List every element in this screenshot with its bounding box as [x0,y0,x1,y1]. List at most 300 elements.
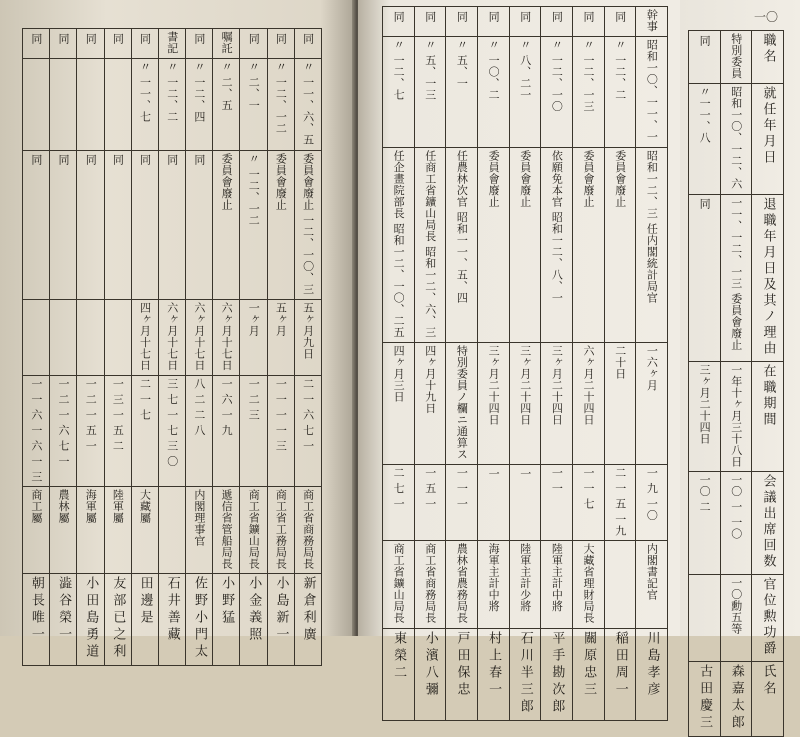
table-cell [294,59,321,151]
table-cell [131,299,158,375]
record-counts: 一 二 一 五 一 [84,377,98,451]
record-name: 田邊是 [137,576,153,628]
table-cell [541,464,573,541]
table-cell [541,342,573,464]
record-retired: 〃 一二、一二 [247,152,261,226]
record-position: 嘱託 [220,31,234,54]
table-cell [104,486,131,574]
table-cell [104,375,131,486]
record-counts: 一〇 一 一〇 [729,474,743,540]
table-cell [477,464,509,541]
table-cell [131,29,158,59]
record-position: 同 [518,10,532,22]
record-counts: 一〇 二 [698,474,712,513]
table-cell [77,299,104,375]
record-retired: 依願免本官 昭和一二、八、一 [550,149,564,303]
record-retired: 委員會廢止 [582,149,596,207]
column-header-counts: 会議出席回数 [760,474,776,570]
table-row-position [383,7,668,37]
record-rank: 一〇勳五等 [729,577,743,635]
table-cell [446,541,478,629]
record-appointed: 〃 一二、一二 [274,61,288,134]
table-cell [383,37,415,148]
table-cell [104,59,131,151]
table-cell [23,375,50,486]
table-cell [50,574,77,666]
record-appointed: 〃 一二、二 [165,61,179,123]
table-row-retired [23,150,322,299]
record-rank: 陸軍主計少將 [518,543,532,612]
table-cell [446,7,478,37]
table-cell [131,150,158,299]
table-row-name [383,628,668,720]
table-cell [213,299,240,375]
table-cell [477,342,509,464]
table-cell [604,342,636,464]
record-rank: 陸軍主計中將 [550,543,564,612]
record-appointed: 〃 一〇、二 [487,39,501,101]
record-position: 同 [582,10,596,22]
table-cell [104,150,131,299]
record-rank: 大藏屬 [138,488,152,524]
record-appointed: 〃 二、一 [247,61,261,111]
table-cell [240,59,267,151]
record-appointed: 〃 五、一三 [423,39,437,101]
record-rank: 商工省鑛山局長 [392,543,406,624]
table-cell [604,541,636,629]
record-appointed: 昭和一〇、一二、六 [729,86,743,190]
table-cell [158,299,185,375]
register-table-left [22,28,322,666]
table-cell [23,59,50,151]
record-counts: 一 一 一 一 三 [274,377,288,451]
record-tenure: 三ヶ月二十四日 [698,363,712,444]
table-cell [720,662,752,737]
record-rank: 大藏省理財局長 [582,543,596,624]
table-cell [23,150,50,299]
table-row-name [689,662,784,737]
record-tenure: 六ヶ月二十四日 [582,344,596,425]
table-row-counts [23,375,322,486]
table-cell [720,194,752,361]
record-position: 同 [487,10,501,22]
record-position: 同 [111,32,125,44]
record-tenure: 二十日 [613,344,627,379]
record-counts: 一 一 六 一 六 一 三 [29,377,43,482]
table-cell [720,84,752,195]
table-cell [267,299,294,375]
table-cell [414,464,446,541]
record-counts: 一 [518,468,532,480]
table-cell [158,574,185,666]
record-name: 古田慶三 [697,664,713,732]
table-cell [77,150,104,299]
record-tenure: 特別委員ノ欄ニ通算ス [455,344,469,460]
table-cell [77,486,104,574]
record-appointed: 〃 一一、六、五 [301,61,315,146]
table-row-retired [383,147,668,342]
column-header-appointed: 就任年月日 [760,86,776,166]
record-counts: 一 一 一 [455,466,469,509]
table-cell [186,299,213,375]
table-cell [158,150,185,299]
record-tenure: 四ヶ月十七日 [138,301,152,371]
record-position: 同 [423,10,437,22]
record-name: 平手勘次郎 [549,630,565,716]
table-row-counts [383,464,668,541]
table-cell [541,7,573,37]
table-row-tenure [383,342,668,464]
table-cell [50,29,77,59]
table-cell [446,342,478,464]
record-name: 東榮二 [391,630,407,682]
table-cell [294,150,321,299]
table-cell [158,29,185,59]
record-name: 石川半三郎 [517,630,533,716]
record-retired: 委員會廢止 [518,149,532,207]
record-retired: 同 [138,154,152,166]
table-cell [446,464,478,541]
table-cell [240,486,267,574]
table-cell [383,464,415,541]
record-retired: 任企畫院部長 昭和一二、一〇、二五 [392,149,406,338]
record-position: 幹事 [645,9,659,32]
record-position: 同 [613,10,627,22]
record-retired: 委員會廢止 [220,152,234,210]
table-cell [752,472,784,575]
table-cell [636,628,668,720]
table-cell [752,662,784,737]
column-header-rank: 官位勲功爵 [760,577,776,657]
table-row-tenure [23,299,322,375]
record-tenure: 一六ヶ月 [645,344,659,391]
record-position: 同 [301,32,315,44]
table-cell [541,541,573,629]
record-name: 小田島勇道 [83,576,99,662]
table-cell [23,29,50,59]
record-position: 同 [57,32,71,44]
table-cell [572,37,604,148]
table-cell [689,662,721,737]
table-cell [414,541,446,629]
table-cell [509,541,541,629]
table-cell [23,299,50,375]
record-retired: 一一、一二、一三 委員會廢止 [729,196,743,350]
table-cell [267,375,294,486]
table-cell [158,59,185,151]
table-cell [294,486,321,574]
record-tenure: 六ヶ月十七日 [165,301,179,371]
record-name: 友部已之利 [110,576,126,662]
table-cell [636,147,668,342]
table-row-rank [689,575,784,662]
record-name: 稲田周一 [612,630,628,699]
table-cell [509,147,541,342]
table-cell [383,541,415,629]
record-retired: 任農林次官 昭和一一、五、四 [455,149,469,303]
table-cell [50,375,77,486]
record-position: 同 [698,34,712,46]
record-position: 特別委員 [729,33,743,79]
record-retired: 同 [698,198,712,210]
record-tenure: 四ヶ月十九日 [423,344,437,414]
record-retired: 同 [192,154,206,166]
record-retired: 同 [84,154,98,166]
record-retired: 委員會廢止 [274,152,288,210]
table-row-counts [689,472,784,575]
table-cell [213,29,240,59]
record-name: 川島孝彦 [644,630,660,699]
table-cell [541,147,573,342]
table-cell [752,361,784,472]
record-position: 同 [84,32,98,44]
table-cell [414,7,446,37]
record-counts: 一 [487,468,501,480]
column-header-position: 職名 [760,33,776,65]
table-cell [636,37,668,148]
table-cell [50,59,77,151]
table-cell [213,375,240,486]
column-header-tenure: 在職期間 [760,363,776,428]
table-row-appointed [23,59,322,151]
record-retired: 任商工省鑛山局長 昭和一二、六、三 [423,149,437,338]
record-retired: 委員會廢止 一二、一〇、三 [301,152,315,295]
table-cell [752,84,784,195]
table-cell [158,375,185,486]
record-counts: 一 一 [550,466,564,494]
record-position: 同 [247,32,261,44]
table-row-retired [689,194,784,361]
table-cell [104,29,131,59]
table-cell [213,150,240,299]
record-tenure: 三ヶ月二十四日 [487,344,501,425]
register-table-middle [382,6,668,721]
table-cell [572,464,604,541]
page-number: 一〇 [753,10,778,24]
record-name: 村上春一 [486,630,502,699]
record-name: 森嘉太郎 [728,664,744,732]
record-retired: 同 [29,154,43,166]
record-rank: 遞信省管船局長 [220,488,234,570]
record-tenure: 三ヶ月二十四日 [550,344,564,425]
column-header-retired: 退職年月日及其ノ理由 [760,196,776,357]
record-counts: 一 五 一 [423,466,437,509]
record-appointed: 〃 五、一 [455,39,469,89]
table-row-name [23,574,322,666]
table-cell [186,59,213,151]
table-cell [131,59,158,151]
table-cell [414,147,446,342]
table-cell [131,574,158,666]
record-rank: 海軍主計中將 [487,543,501,612]
table-cell [240,299,267,375]
record-appointed: 〃 二、五 [220,61,234,111]
record-rank: 農林省農務局長 [455,543,469,624]
table-row-position [23,29,322,59]
table-cell [294,29,321,59]
record-name: 小濱八彌 [422,630,438,699]
record-counts: 一 一 七 [582,466,596,509]
record-position: 同 [29,32,43,44]
table-cell [213,574,240,666]
table-cell [509,7,541,37]
record-position: 同 [392,10,406,22]
record-appointed: 〃 一二、二 [613,39,627,101]
table-cell [572,541,604,629]
record-tenure: 一ヶ月 [247,301,261,336]
table-cell [383,628,415,720]
table-cell [383,147,415,342]
table-cell [689,361,721,472]
record-rank: 内閣書記官 [645,543,659,601]
table-cell [509,37,541,148]
table-cell [477,628,509,720]
table-cell [604,464,636,541]
table-cell [294,375,321,486]
table-cell [477,37,509,148]
record-name: 戸田保忠 [454,630,470,699]
table-cell [572,628,604,720]
table-cell [752,575,784,662]
table-cell [689,575,721,662]
record-name: 朝長唯一 [28,576,44,645]
record-tenure: 三ヶ月二十四日 [518,344,532,425]
record-position: 同 [138,32,152,44]
table-cell [689,472,721,575]
table-cell [509,342,541,464]
record-counts: 三 七 一 七 三 〇 [165,377,179,467]
table-cell [104,299,131,375]
table-cell [541,628,573,720]
record-position: 同 [550,10,564,22]
record-position: 同 [192,32,206,44]
table-cell [383,342,415,464]
table-cell [689,31,721,84]
table-cell [267,29,294,59]
table-cell [414,628,446,720]
record-counts: 一 二 三 [247,377,261,420]
table-cell [186,29,213,59]
record-name: 澁谷榮一 [56,576,72,645]
table-cell [186,375,213,486]
record-counts: 二 一 五 一九 [613,466,627,536]
record-retired: 同 [165,154,179,166]
table-cell [604,7,636,37]
table-cell [414,342,446,464]
table-cell [720,361,752,472]
table-cell [267,574,294,666]
record-rank: 海軍屬 [84,488,98,524]
table-cell [50,486,77,574]
record-counts: 一 九 一〇 [645,466,659,521]
table-cell [267,59,294,151]
table-cell [414,37,446,148]
table-cell [636,541,668,629]
table-cell [77,375,104,486]
table-row-rank [23,486,322,574]
table-cell [720,472,752,575]
table-cell [77,574,104,666]
record-rank: 商工省商務局長 [423,543,437,624]
record-counts: 二 一 六 七 一 [301,377,315,451]
record-tenure: 一年十ヶ月三十八日 [729,363,743,467]
table-cell [186,486,213,574]
table-cell [477,541,509,629]
record-rank: 商工屬 [29,488,43,524]
table-cell [186,150,213,299]
table-cell [50,299,77,375]
table-cell [23,574,50,666]
record-appointed: 〃一一、八 [698,86,712,144]
record-appointed: 〃 八、二一 [518,39,532,101]
table-cell [636,464,668,541]
table-cell [294,574,321,666]
table-cell [689,84,721,195]
table-cell [240,150,267,299]
record-tenure: 六ヶ月十七日 [192,301,206,371]
table-cell [383,7,415,37]
table-row-tenure [689,361,784,472]
record-appointed: 〃 一二、七 [392,39,406,101]
table-row-appointed [383,37,668,148]
table-cell [240,574,267,666]
table-cell [446,628,478,720]
record-counts: 二 七 一 [392,466,406,509]
table-cell [604,37,636,148]
table-cell [477,7,509,37]
record-counts: 二 一 七 [138,377,152,420]
table-cell [720,575,752,662]
table-cell [213,486,240,574]
record-name: 佐野小門太 [191,576,207,662]
table-cell [446,37,478,148]
record-position: 同 [274,32,288,44]
record-rank: 商工省鑛山局長 [247,488,261,570]
table-cell [104,574,131,666]
table-cell [77,29,104,59]
record-retired: 委員會廢止 [613,149,627,207]
table-cell [689,194,721,361]
column-header-name: 氏名 [760,664,776,698]
record-tenure: 四ヶ月三日 [392,344,406,402]
table-cell [604,628,636,720]
record-appointed: 〃 一一、七 [138,61,152,123]
record-rank: 農林屬 [57,488,71,524]
record-rank: 商工省商務局長 [301,488,315,570]
table-cell [158,486,185,574]
table-cell [572,342,604,464]
record-rank: 陸軍屬 [111,488,125,524]
table-cell [477,147,509,342]
record-tenure: 五ヶ月 [274,301,288,336]
table-cell [636,342,668,464]
record-appointed: 〃 一二、四 [192,61,206,123]
table-cell [131,375,158,486]
table-cell [752,31,784,84]
table-cell [541,37,573,148]
record-retired: 委員會廢止 [487,149,501,207]
record-counts: 一 六 一 九 [220,377,234,436]
table-cell [23,486,50,574]
table-row-position [689,31,784,84]
table-cell [131,486,158,574]
table-cell [509,628,541,720]
table-cell [240,29,267,59]
record-counts: 一 三 一 五 二 [111,377,125,451]
table-row-rank [383,541,668,629]
record-position: 同 [455,10,469,22]
record-tenure: 五ヶ月九日 [301,301,315,359]
